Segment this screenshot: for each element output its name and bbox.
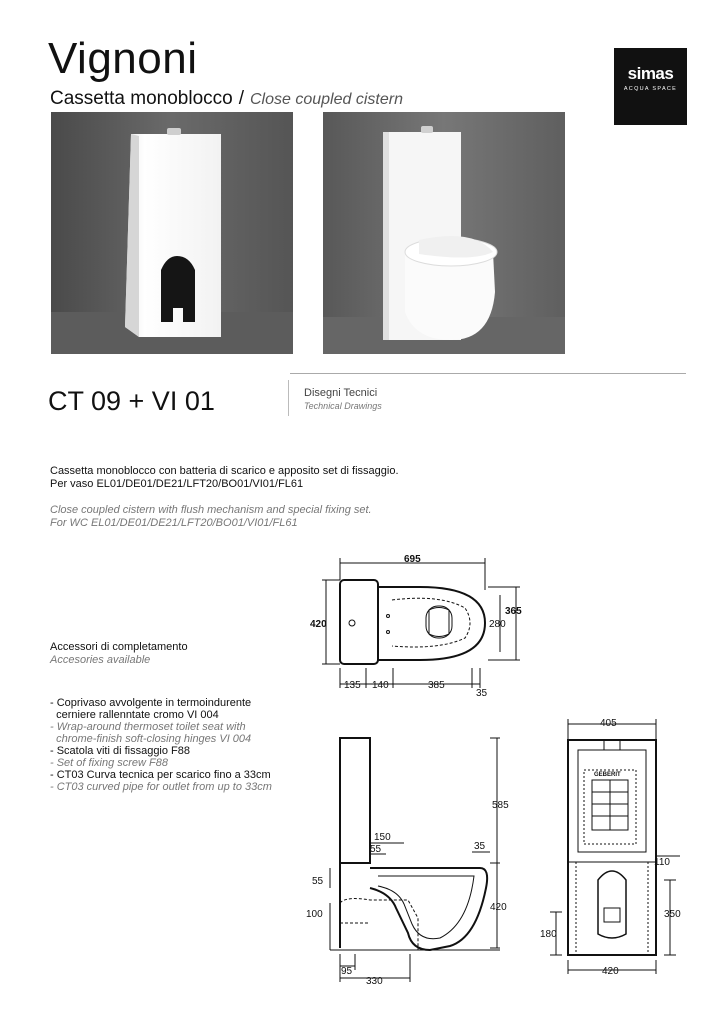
accessory-3-en: - CT03 curved pipe for outlet from up to 33cm: [50, 781, 272, 793]
side-dim-585: 585: [492, 800, 509, 811]
technical-drawings-label: Disegni Tecnici: [304, 387, 378, 399]
description-it-line2: Per vaso EL01/DE01/DE21/LFT20/BO01/VI01/FL61: [50, 478, 304, 490]
side-dim-330: 330: [366, 976, 383, 987]
cistern-photo: [51, 112, 293, 354]
side-dim-35: 35: [474, 841, 486, 852]
accessory-1-it-line1: - Coprivaso avvolgente in termoindurente: [50, 697, 252, 709]
side-dim-95: 95: [341, 966, 353, 977]
accessory-3-it: - CT03 Curva tecnica per scarico fino a 33cm: [50, 769, 271, 781]
description-en-line1: Close coupled cistern with flush mechanism and special fixing set.: [50, 504, 372, 516]
top-dim-280: 280: [489, 619, 506, 630]
accessory-1-en-line2: chrome-finish soft-closing hinges VI 004: [50, 733, 252, 745]
accessory-1-it-line2: cerniere rallenntate cromo VI 004: [50, 709, 219, 721]
page-subtitle: [50, 88, 403, 110]
logo-brand: simas: [627, 64, 674, 83]
top-dim-140: 140: [372, 680, 389, 691]
top-dim-420: 420: [310, 619, 327, 630]
front-dim-110: 110: [654, 857, 670, 868]
side-dim-100: 100: [306, 909, 323, 920]
top-dim-385: 385: [428, 680, 445, 691]
front-dim-420: 420: [602, 966, 619, 977]
top-dim-365: 365: [505, 606, 522, 617]
side-dim-150: 150: [374, 832, 391, 843]
description-it: [50, 465, 399, 491]
front-view-drawing: [540, 712, 690, 982]
technical-drawings-label-en: Technical Drawings: [304, 401, 382, 411]
side-dim-55-left: 55: [312, 876, 324, 887]
front-dim-180: 180: [540, 929, 557, 940]
accessories-list: [50, 697, 272, 793]
front-dim-350: 350: [664, 909, 681, 920]
top-dim-695: 695: [404, 554, 421, 565]
accessory-2-en: - Set of fixing screw F88: [50, 757, 168, 769]
top-dim-35: 35: [476, 688, 488, 699]
subtitle-separator: /: [238, 88, 244, 109]
accessory-2-it: - Scatola viti di fissaggio F88: [50, 745, 191, 757]
subtitle-english: Close coupled cistern: [250, 91, 403, 108]
description-en: [50, 504, 372, 530]
page-title: Vignoni: [48, 34, 198, 83]
section-divider: [290, 373, 686, 374]
simas-logo: [614, 48, 687, 125]
toilet-photo: [323, 112, 565, 354]
geberit-label: GEBERIT: [594, 772, 621, 778]
product-code: CT 09 + VI 01: [48, 386, 215, 416]
top-dim-135: 135: [344, 680, 361, 691]
section-vertical-divider: [288, 380, 289, 416]
top-view-drawing: [300, 550, 530, 700]
side-dim-55-top: 55: [370, 844, 382, 855]
side-dim-420: 420: [490, 902, 507, 913]
subtitle-italian: Cassetta monoblocco: [50, 88, 233, 109]
logo-tagline: ACQUA SPACE: [623, 86, 678, 92]
front-dim-405: 405: [600, 718, 617, 729]
description-it-line1: Cassetta monoblocco con batteria di scarico e apposito set di fissaggio.: [50, 465, 399, 477]
description-en-line2: For WC EL01/DE01/DE21/LFT20/BO01/VI01/FL61: [50, 517, 298, 529]
accessory-1-en-line1: - Wrap-around thermoset toilet seat with: [50, 721, 246, 733]
side-view-drawing: [300, 728, 530, 990]
accessories-title-en: Accesories available: [50, 654, 151, 666]
accessories-title: Accessori di completamento: [50, 641, 188, 653]
